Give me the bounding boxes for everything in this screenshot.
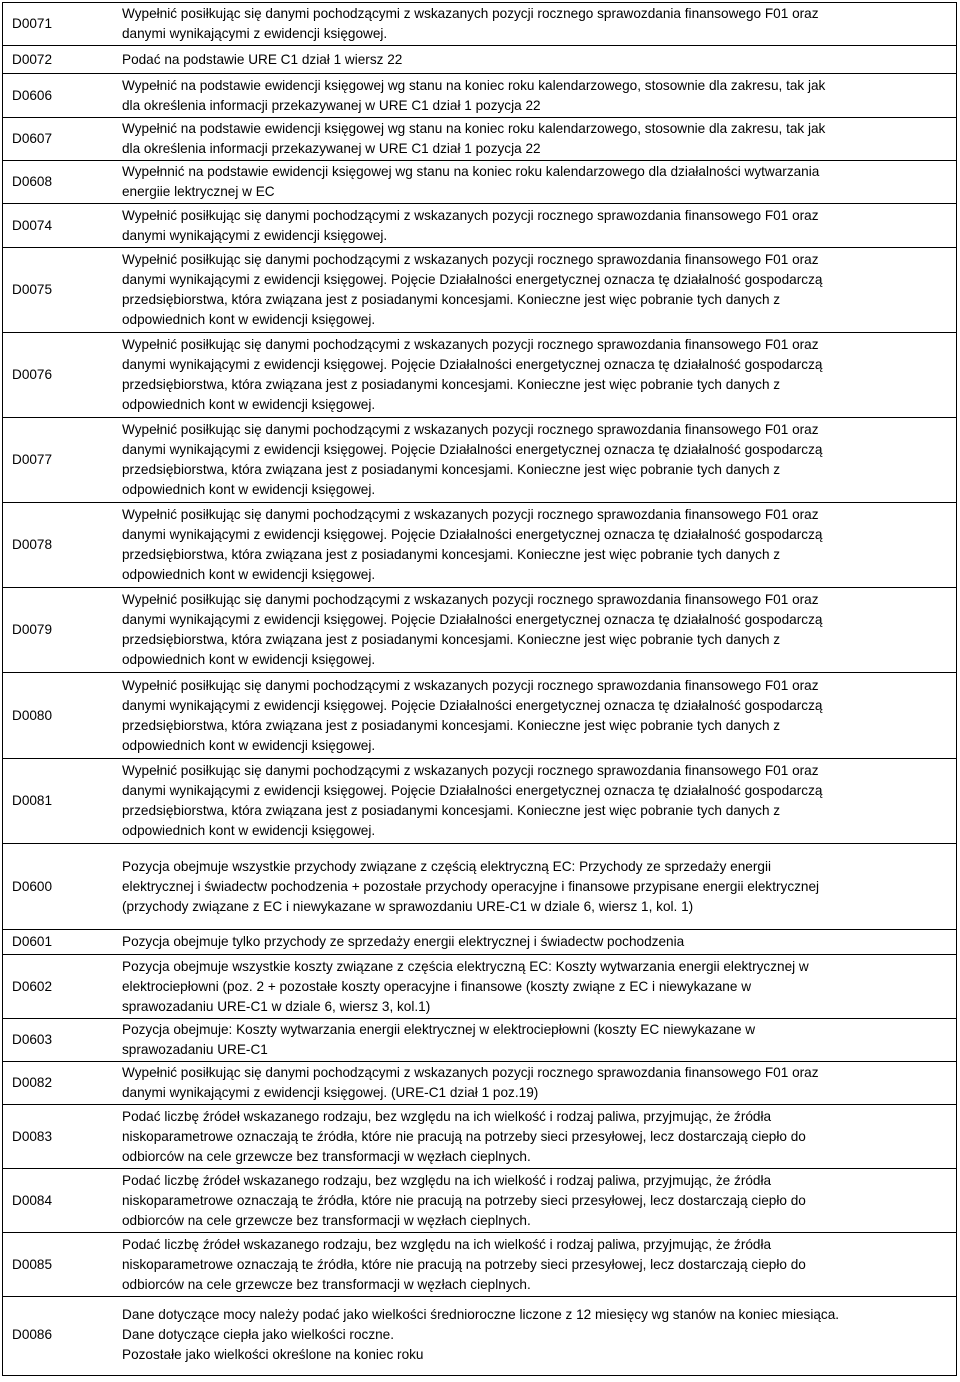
row-description [119,3,956,45]
row-description [119,333,956,417]
description-line: niskoparametrowe oznaczają te źródła, które nie pracują na potrzeby sieci przesyłowej, lecz dostarczają ciepło do [122,1192,806,1208]
row-code: D0601 [12,934,53,949]
row-code: D0602 [12,978,53,994]
description-line: odpowiednich kont w ewidencji księgowej. [122,312,376,327]
table-row [3,118,956,161]
description-line: Podać liczbę źródeł wskazanego rodzaju, bez względu na ich wielkość i rodzaj paliwa, przyjmując, że źródła [122,1236,772,1252]
row-code: D0600 [12,878,53,894]
row-code: D0608 [12,174,53,189]
row-description [119,673,956,758]
description-line: Wypełnić posiłkując się danymi pochodzącymi z wskazanych pozycji rocznego sprawozdania finansowego F01 oraz [122,677,819,693]
row-description [119,1169,956,1232]
table-row [3,333,956,418]
description-line: Podać na podstawie URE C1 dział 1 wiersz 22 [122,51,403,67]
description-line: danymi wynikającymi z ewidencji księgowej. Pojęcie Działalności energetycznej oznacza tę działalność gospodarczą [122,697,823,713]
row-code: D0084 [12,1192,53,1208]
row-code: D0080 [12,707,53,723]
description-line: niskoparametrowe oznaczają te źródła, które nie pracują na potrzeby sieci przesyłowej, lecz dostarczają ciepło do [122,1128,806,1144]
description-line: odpowiednich kont w ewidencji księgowej. [122,482,376,497]
row-description [119,46,956,73]
description-line: Dane dotyczące ciepła jako wielkości roczne. [122,1326,395,1342]
description-line: Wypełnić posiłkując się danymi pochodzącymi z wskazanych pozycji rocznego sprawozdania finansowego F01 oraz [122,6,819,21]
table-row [3,74,956,118]
row-description [119,503,956,587]
row-description [119,204,956,247]
table-row [3,844,956,930]
description-line: danymi wynikającymi z ewidencji księgowej. Pojęcie Działalności energetycznej oznacza tę działalność gospodarczą [122,442,823,457]
row-code: D0076 [12,367,53,382]
description-line: danymi wynikającymi z ewidencji księgowej. Pojęcie Działalności energetycznej oznacza tę działalność gospodarczą [122,612,823,627]
description-line: danymi wynikającymi z ewidencji księgowej. Pojęcie Działalności energetycznej oznacza tę działalność gospodarczą [122,272,823,287]
row-code: D0086 [12,1326,53,1342]
description-line: niskoparametrowe oznaczają te źródła, które nie pracują na potrzeby sieci przesyłowej, lecz dostarczają ciepło do [122,1256,806,1272]
row-code: D0077 [12,452,53,467]
row-code: D0083 [12,1128,53,1144]
description-line: danymi wynikającymi z ewidencji księgowej. [122,26,388,41]
row-description [119,955,956,1018]
description-line: sprawozadaniu URE-C1 w dziale 6, wiersz 3, kol.1) [122,998,431,1014]
table-row [3,1169,956,1233]
description-line: elektrociepłowni (poz. 2 + pozostałe koszty operacyjne i finansowe (koszty zwiąne z EC i niewykazane w [122,978,752,994]
row-description [119,418,956,502]
description-line: dla określenia informacji przekazywanej w URE C1 dział 1 pozycja 22 [122,141,541,156]
description-line: danymi wynikającymi z ewidencji księgowej. Pojęcie Działalności energetycznej oznacza tę działalność gospodarczą [122,527,823,542]
table-row [3,1105,956,1169]
row-description [119,1297,956,1372]
row-description [119,248,956,332]
description-line: Pozycja obejmuje wszystkie przychody związane z częścią elektryczną EC: Przychody ze sprzedaży energii [122,858,771,874]
row-description [119,1019,956,1061]
description-line: Wypełnić na podstawie ewidencji księgowej wg stanu na koniec roku kalendarzowego, stosownie dla zakresu, tak jak [122,77,826,93]
table-row [3,248,956,333]
row-description [119,161,956,203]
row-code: D0607 [12,131,53,146]
description-line: Wypełnnić na podstawie ewidencji księgowej wg stanu na koniec roku kalendarzowego dla działalności wytwarzania [122,164,820,179]
description-line: Wypełnić posiłkując się danymi pochodzącymi z wskazanych pozycji rocznego sprawozdania finansowego F01 oraz [122,207,819,223]
row-code: D0079 [12,622,53,637]
description-line: przedsiębiorstwa, która związana jest z posiadanymi koncesjami. Konieczne jest więc pobranie tych danych z [122,632,781,647]
description-line: odbiorców na cele grzewcze bez transformacji w węzłach cieplnych. [122,1148,531,1164]
row-code: D0081 [12,793,53,808]
table-row [3,1019,956,1062]
description-line: elektrycznej i świadectw pochodzenia + pozostałe przychody operacyjne i finansowe przypisane energii elektrycznej [122,878,820,894]
description-line: danymi wynikającymi z ewidencji księgowej. Pojęcie Działalności energetycznej oznacza tę działalność gospodarczą [122,357,823,372]
description-line: danymi wynikającymi z ewidencji księgowej. (URE-C1 dział 1 poz.19) [122,1085,539,1100]
description-line: danymi wynikającymi z ewidencji księgowej. [122,227,388,243]
table-row [3,588,956,673]
row-code: D0071 [12,16,53,31]
row-description [119,118,956,160]
description-line: (przychody związane z EC i niewykazane w sprawozdaniu URE-C1 w dziale 6, wiersz 1, kol. 1) [122,898,694,914]
description-line: Podać liczbę źródeł wskazanego rodzaju, bez względu na ich wielkość i rodzaj paliwa, przyjmując, że źródła [122,1108,772,1124]
table-row [3,3,956,46]
row-code: D0075 [12,282,53,297]
description-line: przedsiębiorstwa, która związana jest z posiadanymi koncesjami. Konieczne jest więc pobranie tych danych z [122,547,781,562]
description-line: Pozycja obejmuje tylko przychody ze sprzedaży energii elektrycznej i świadectw pochodzenia [122,934,685,949]
row-code: D0603 [12,1032,53,1047]
row-description [119,588,956,672]
description-line: Dane dotyczące mocy należy podać jako wielkości średnioroczne liczone z 12 miesięcy wg stanów na koniec miesiąca. [122,1306,840,1322]
description-line: Wypełnić posiłkując się danymi pochodzącymi z wskazanych pozycji rocznego sprawozdania finansowego F01 oraz [122,252,819,267]
description-line: przedsiębiorstwa, która związana jest z posiadanymi koncesjami. Konieczne jest więc pobranie tych danych z [122,462,781,477]
description-line: przedsiębiorstwa, która związana jest z posiadanymi koncesjami. Konieczne jest więc pobranie tych danych z [122,377,781,392]
row-description [119,930,956,954]
table-row [3,46,956,74]
row-description [119,1105,956,1168]
table-row [3,204,956,248]
description-line: Wypełnić posiłkując się danymi pochodzącymi z wskazanych pozycji rocznego sprawozdania finansowego F01 oraz [122,422,819,437]
row-code: D0078 [12,537,53,552]
row-description [119,759,956,843]
table-row [3,759,956,844]
description-line: Wypełnić posiłkując się danymi pochodzącymi z wskazanych pozycji rocznego sprawozdania finansowego F01 oraz [122,763,819,778]
row-description [119,74,956,117]
row-code: D0085 [12,1256,53,1272]
table-row [3,955,956,1019]
row-description [119,844,956,929]
description-line: Pozycja obejmuje wszystkie koszty związane z częścia elektryczną EC: Koszty wytwarzania energii elektrycznej w [122,958,809,974]
description-line: Pozostałe jako wielkości określone na koniec roku [122,1346,424,1362]
row-description [119,1062,956,1104]
table-row [3,418,956,503]
document-table [2,2,957,1376]
description-line: odpowiednich kont w ewidencji księgowej. [122,823,376,838]
row-code: D0606 [12,87,53,103]
description-line: Podać liczbę źródeł wskazanego rodzaju, bez względu na ich wielkość i rodzaj paliwa, przyjmując, że źródła [122,1172,772,1188]
description-line: Wypełnić posiłkując się danymi pochodzącymi z wskazanych pozycji rocznego sprawozdania finansowego F01 oraz [122,1065,819,1080]
description-line: Wypełnić posiłkując się danymi pochodzącymi z wskazanych pozycji rocznego sprawozdania finansowego F01 oraz [122,507,819,522]
table-row [3,1233,956,1297]
description-line: sprawozadaniu URE-C1 [122,1042,268,1057]
description-line: odpowiednich kont w ewidencji księgowej. [122,737,376,753]
description-line: danymi wynikającymi z ewidencji księgowej. Pojęcie Działalności energetycznej oznacza tę działalność gospodarczą [122,783,823,798]
description-line: odpowiednich kont w ewidencji księgowej. [122,652,376,667]
table-row [3,1062,956,1105]
table-row [3,161,956,204]
row-code: D0082 [12,1075,53,1090]
description-line: Pozycja obejmuje: Koszty wytwarzania energii elektrycznej w elektrociepłowni (koszty EC niewykazane w [122,1022,756,1037]
row-description [119,1233,956,1296]
row-code: D0072 [12,51,53,67]
description-line: przedsiębiorstwa, która związana jest z posiadanymi koncesjami. Konieczne jest więc pobranie tych danych z [122,717,781,733]
row-code: D0074 [12,217,53,233]
description-line: odpowiednich kont w ewidencji księgowej. [122,397,376,412]
description-line: Wypełnić posiłkując się danymi pochodzącymi z wskazanych pozycji rocznego sprawozdania finansowego F01 oraz [122,592,819,607]
table-row [3,1297,956,1372]
description-line: energiie lektrycznej w EC [122,184,275,199]
table-row [3,503,956,588]
description-line: przedsiębiorstwa, która związana jest z posiadanymi koncesjami. Konieczne jest więc pobranie tych danych z [122,292,781,307]
description-line: Wypełnić na podstawie ewidencji księgowej wg stanu na koniec roku kalendarzowego, stosownie dla zakresu, tak jak [122,121,826,136]
description-line: odbiorców na cele grzewcze bez transformacji w węzłach cieplnych. [122,1212,531,1228]
table-row [3,673,956,759]
description-line: Wypełnić posiłkując się danymi pochodzącymi z wskazanych pozycji rocznego sprawozdania finansowego F01 oraz [122,337,819,352]
table-row [3,930,956,955]
description-line: dla określenia informacji przekazywanej w URE C1 dział 1 pozycja 22 [122,97,541,113]
description-line: odbiorców na cele grzewcze bez transformacji w węzłach cieplnych. [122,1276,531,1292]
description-line: przedsiębiorstwa, która związana jest z posiadanymi koncesjami. Konieczne jest więc pobranie tych danych z [122,803,781,818]
description-line: odpowiednich kont w ewidencji księgowej. [122,567,376,582]
